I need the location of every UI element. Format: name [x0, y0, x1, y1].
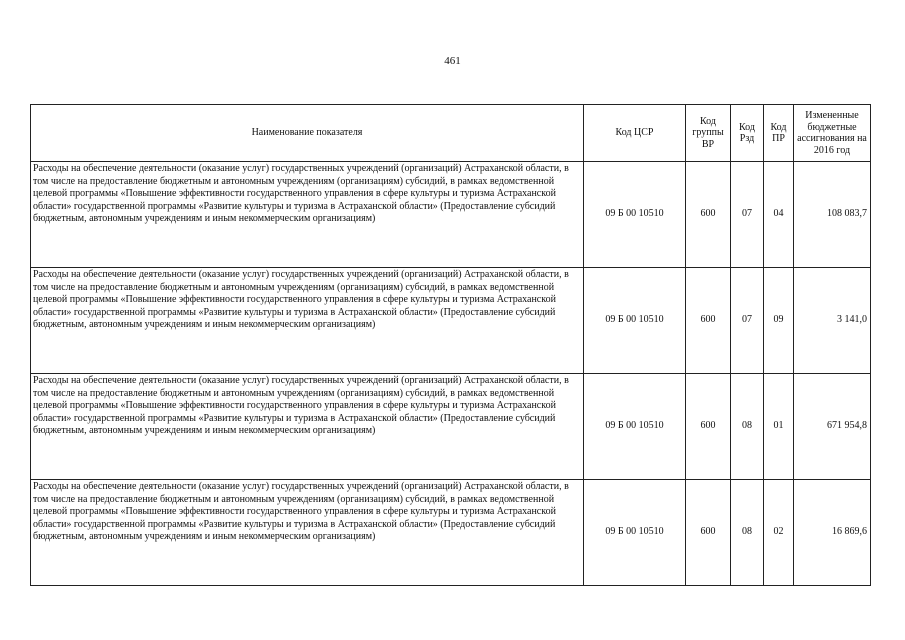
header-csr: Код ЦСР [584, 105, 686, 162]
row-name: Расходы на обеспечение деятельности (оказание услуг) государственных учреждений (организаций) Астраханской области, в том числе на предоставление бюджетным и автономным учреждениям (организациям) субсидий, в рамках ведомственной целевой программы «Повышение эффективности государственного управления в сфере культуры и туризма Астраханской области» государственной программы «Развитие культуры и туризма в Астраханской области» (Предоставление субсидий бюджетным, автономным учреждениям и иным некоммерческим организациям) [31, 268, 584, 374]
table-row [31, 480, 871, 586]
row-amount: 3 141,0 [794, 268, 871, 374]
budget-table [30, 104, 871, 586]
row-vr: 600 [686, 374, 731, 480]
row-rzd: 07 [731, 162, 764, 268]
row-pr: 01 [764, 374, 794, 480]
table-header-row [31, 105, 871, 162]
table-row [31, 162, 871, 268]
header-pr: Код ПР [764, 105, 794, 162]
header-vr: Код группы ВР [686, 105, 731, 162]
row-vr: 600 [686, 268, 731, 374]
row-csr: 09 Б 00 10510 [584, 374, 686, 480]
row-csr: 09 Б 00 10510 [584, 268, 686, 374]
row-pr: 02 [764, 480, 794, 586]
row-vr: 600 [686, 480, 731, 586]
row-amount: 16 869,6 [794, 480, 871, 586]
page-number: 461 [444, 55, 461, 67]
row-pr: 09 [764, 268, 794, 374]
row-csr: 09 Б 00 10510 [584, 162, 686, 268]
row-name: Расходы на обеспечение деятельности (оказание услуг) государственных учреждений (организаций) Астраханской области, в том числе на предоставление бюджетным и автономным учреждениям (организациям) субсидий, в рамках ведомственной целевой программы «Повышение эффективности государственного управления в сфере культуры и туризма Астраханской области» государственной программы «Развитие культуры и туризма в Астраханской области» (Предоставление субсидий бюджетным, автономным учреждениям и иным некоммерческим организациям) [31, 480, 584, 586]
header-name: Наименование показателя [31, 105, 584, 162]
row-name: Расходы на обеспечение деятельности (оказание услуг) государственных учреждений (организаций) Астраханской области, в том числе на предоставление бюджетным и автономным учреждениям (организациям) субсидий, в рамках ведомственной целевой программы «Повышение эффективности государственного управления в сфере культуры и туризма Астраханской области» государственной программы «Развитие культуры и туризма в Астраханской области» (Предоставление субсидий бюджетным, автономным учреждениям и иным некоммерческим организациям) [31, 162, 584, 268]
row-name: Расходы на обеспечение деятельности (оказание услуг) государственных учреждений (организаций) Астраханской области, в том числе на предоставление бюджетным и автономным учреждениям (организациям) субсидий, в рамках ведомственной целевой программы «Повышение эффективности государственного управления в сфере культуры и туризма Астраханской области» государственной программы «Развитие культуры и туризма в Астраханской области» (Предоставление субсидий бюджетным, автономным учреждениям и иным некоммерческим организациям) [31, 374, 584, 480]
row-rzd: 08 [731, 374, 764, 480]
header-rzd: Код Рзд [731, 105, 764, 162]
row-csr: 09 Б 00 10510 [584, 480, 686, 586]
table-row [31, 374, 871, 480]
row-vr: 600 [686, 162, 731, 268]
row-amount: 671 954,8 [794, 374, 871, 480]
row-rzd: 08 [731, 480, 764, 586]
table-row [31, 268, 871, 374]
row-amount: 108 083,7 [794, 162, 871, 268]
row-pr: 04 [764, 162, 794, 268]
header-amount: Измененные бюджетные ассигнования на 2016 год [794, 105, 871, 162]
row-rzd: 07 [731, 268, 764, 374]
